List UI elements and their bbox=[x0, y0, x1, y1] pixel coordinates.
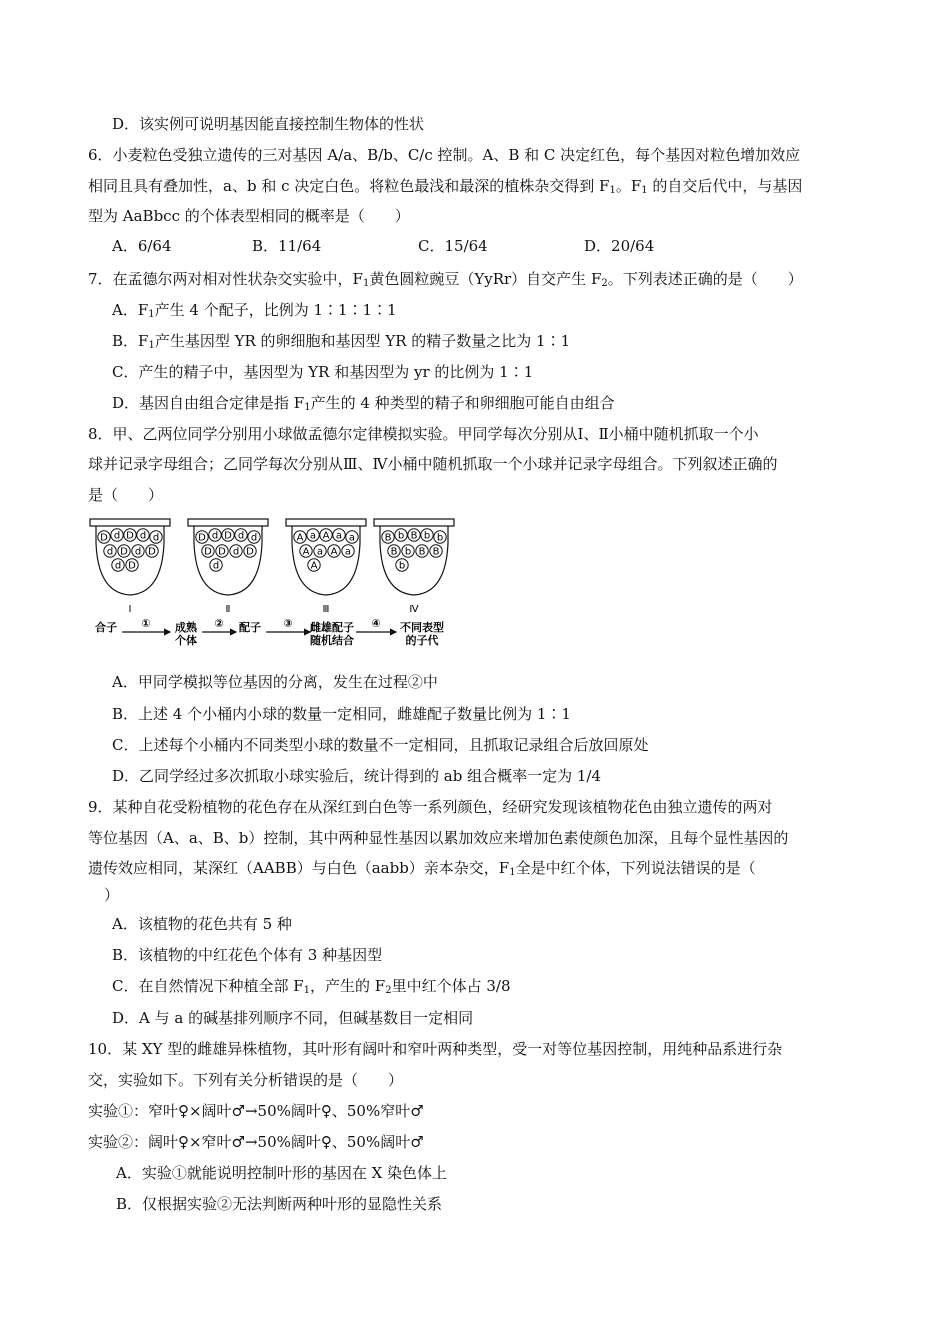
ball-label: D bbox=[198, 532, 206, 544]
ball-label: A bbox=[310, 560, 318, 572]
ball-label: B bbox=[390, 546, 398, 558]
ball-label: B bbox=[384, 532, 392, 544]
ball-label: d bbox=[134, 546, 142, 558]
ball-label: b bbox=[404, 546, 412, 558]
ball-label: d bbox=[211, 530, 219, 542]
ball-label: B bbox=[432, 546, 440, 558]
bucket-rim bbox=[286, 519, 366, 526]
q8-option-a: A．甲同学模拟等位基因的分离，发生在过程②中 bbox=[112, 673, 438, 691]
q6-stem-line-1: 6．小麦粒色受独立遗传的三对基因 A/a、B/b、C/c 控制。A、B 和 C 决定红色，每个基因对粒色增加效应 bbox=[88, 146, 801, 164]
ball-label: d bbox=[139, 530, 147, 542]
q7-option-c: C．产生的精子中，基因型为 YR 和基因型为 yr 的比例为 1∶1 bbox=[112, 363, 534, 381]
q9-stem-line-3: 遗传效应相同，某深红（AABB）与白色（aabb）亲本杂交，$F_1$全是中红个体，下列说法错误的是（ bbox=[88, 859, 756, 878]
q7-option-b: B．$F_1$产生基因型 YR 的卵细胞和基因型 YR 的精子数量之比为 1∶1 bbox=[112, 332, 571, 351]
ball-label: B bbox=[410, 530, 418, 542]
ball-label: d bbox=[237, 530, 245, 542]
q6-stem-line-3: 型为 AaBbcc 的个体表型相同的概率是（ ） bbox=[88, 207, 410, 225]
bucket-1 bbox=[90, 519, 170, 615]
q8-option-b: B．上述 4 个小桶内小球的数量一定相同，雌雄配子数量比例为 1∶1 bbox=[112, 705, 571, 723]
ball-label: D bbox=[120, 546, 128, 558]
q8-stem-line-2: 球并记录字母组合；乙同学每次分别从Ⅲ、Ⅳ小桶中随机抓取一个小球并记录字母组合。下列叙述正确的 bbox=[88, 455, 778, 473]
ball-label: D bbox=[126, 530, 134, 542]
ball-label: a bbox=[316, 546, 324, 558]
flow-label: 合子 bbox=[95, 621, 117, 634]
ball-label: a bbox=[348, 532, 356, 544]
flow-step: ② bbox=[214, 617, 224, 630]
bucket-rim bbox=[90, 519, 170, 526]
q6-option-a: A．6/64 bbox=[112, 237, 172, 255]
bucket-3 bbox=[286, 519, 366, 615]
ball-label: D bbox=[224, 530, 232, 542]
q8-option-d: D．乙同学经过多次抓取小球实验后，统计得到的 ab 组合概率一定为 1/4 bbox=[112, 767, 602, 785]
q6-option-b: B．11/64 bbox=[252, 237, 322, 255]
ball-label: d bbox=[232, 546, 240, 558]
ball-label: A bbox=[330, 546, 338, 558]
ball-label: b bbox=[397, 530, 405, 542]
ball-label: a bbox=[344, 546, 352, 558]
ball-label: A bbox=[302, 546, 310, 558]
q8-option-c: C．上述每个小桶内不同类型小球的数量不一定相同，且抓取记录组合后放回原处 bbox=[112, 736, 649, 754]
bucket-label-3: Ⅲ bbox=[322, 604, 330, 615]
flow-label: 随机结合 bbox=[310, 634, 354, 647]
ball-label: d bbox=[114, 560, 122, 572]
bucket-rim bbox=[374, 519, 454, 526]
bucket-label-4: Ⅳ bbox=[409, 604, 419, 615]
q9-stem-line-1: 9．某种自花受粉植物的花色存在从深红到白色等一系列颜色，经研究发现该植物花色由独立遗传的两对 bbox=[88, 798, 773, 816]
q7-option-a: A．$F_1$产生 4 个配子，比例为 1∶1∶1∶1 bbox=[112, 301, 397, 320]
ball-label: d bbox=[212, 560, 220, 572]
flow-label: 的子代 bbox=[405, 634, 439, 647]
q9-option-d: D．A 与 a 的碱基排列顺序不同，但碱基数目一定相同 bbox=[112, 1009, 474, 1027]
flow-label: 雌雄配子 bbox=[310, 621, 354, 634]
bucket-2 bbox=[188, 519, 268, 615]
flow-label: 不同表型 bbox=[400, 621, 444, 634]
q10-stem-line-1: 10．某 XY 型的雌雄异株植物，其叶形有阔叶和窄叶两种类型，受一对等位基因控制，用纯种品系进行杂 bbox=[88, 1040, 783, 1058]
ball-label: a bbox=[335, 530, 343, 542]
flow-label: 配子 bbox=[239, 621, 261, 634]
flow-step: ④ bbox=[371, 617, 381, 630]
ball-label: D bbox=[100, 532, 108, 544]
q7-option-d: D．基因自由组合定律是指 $F_1$产生的 4 种类型的精子和卵细胞可能自由组合 bbox=[112, 394, 615, 413]
q6-options bbox=[112, 236, 872, 258]
ball-label: D bbox=[218, 546, 226, 558]
bucket-4 bbox=[374, 519, 454, 615]
q9-option-c: C．在自然情况下种植全部 $F_1$，产生的 $F_2$里中红个体占 3/8 bbox=[112, 977, 511, 996]
q9-stem-line-4: ） bbox=[104, 886, 120, 904]
bucket-diagram bbox=[88, 515, 458, 655]
bucket-rim bbox=[188, 519, 268, 526]
ball-label: D bbox=[128, 560, 136, 572]
bucket-diagram-svg bbox=[88, 515, 458, 655]
q10-option-a: A．实验①就能说明控制叶形的基因在 X 染色体上 bbox=[116, 1164, 448, 1182]
ball-label: a bbox=[309, 530, 317, 542]
ball-label: A bbox=[296, 532, 304, 544]
ball-label: D bbox=[204, 546, 212, 558]
q9-option-b: B．该植物的中红花色个体有 3 种基因型 bbox=[112, 946, 383, 964]
ball-label: B bbox=[418, 546, 426, 558]
ball-label: b bbox=[398, 560, 406, 572]
ball-label: D bbox=[148, 546, 156, 558]
bucket-label-2: Ⅱ bbox=[225, 604, 231, 615]
q5-option-d: D．该实例可说明基因能直接控制生物体的性状 bbox=[112, 115, 425, 133]
ball-label: b bbox=[436, 532, 444, 544]
q9-stem-line-2: 等位基因（A、a、B、b）控制，其中两种显性基因以累加效应来增加色素使颜色加深，且每个显性基因的 bbox=[88, 829, 789, 847]
flow-label: 个体 bbox=[175, 634, 197, 647]
ball-label: A bbox=[322, 530, 330, 542]
q7-stem: 7．在孟德尔两对相对性状杂交实验中，$F_1$黄色圆粒豌豆（YyRr）自交产生 $F_2$。下列表述正确的是（ ） bbox=[88, 270, 803, 289]
q6-stem-line-2: 相同且具有叠加性，a、b 和 c 决定白色。将粒色最浅和最深的植株杂交得到 $F_1$。$F_1$ 的自交后代中，与基因 bbox=[88, 177, 803, 196]
q8-stem-line-3: 是（ ） bbox=[88, 486, 164, 504]
q10-option-b: B．仅根据实验②无法判断两种叶形的显隐性关系 bbox=[116, 1195, 443, 1213]
ball-label: d bbox=[152, 532, 160, 544]
q8-stem-line-1: 8．甲、乙两位同学分别用小球做孟德尔定律模拟实验。甲同学每次分别从Ⅰ、Ⅱ小桶中随机抓取一个小 bbox=[88, 425, 759, 443]
bucket-label-1: Ⅰ bbox=[128, 604, 132, 615]
ball-label: d bbox=[113, 530, 121, 542]
ball-label: d bbox=[250, 532, 258, 544]
flow-label: 成熟 bbox=[175, 621, 197, 634]
flow-step: ① bbox=[141, 617, 151, 630]
q10-stem-line-2: 交，实验如下。下列有关分析错误的是（ ） bbox=[88, 1071, 404, 1089]
q10-experiment-1: 实验①：窄叶♀×阔叶♂→50%阔叶♀、50%窄叶♂ bbox=[88, 1102, 424, 1120]
q6-option-d: D．20/64 bbox=[584, 237, 655, 255]
ball-label: b bbox=[423, 530, 431, 542]
q10-experiment-2: 实验②：阔叶♀×窄叶♂→50%阔叶♀、50%阔叶♂ bbox=[88, 1133, 424, 1151]
flow-step: ③ bbox=[283, 617, 293, 630]
q6-option-c: C．15/64 bbox=[418, 237, 488, 255]
ball-label: d bbox=[106, 546, 114, 558]
q9-option-a: A．该植物的花色共有 5 种 bbox=[112, 915, 292, 933]
ball-label: D bbox=[246, 546, 254, 558]
